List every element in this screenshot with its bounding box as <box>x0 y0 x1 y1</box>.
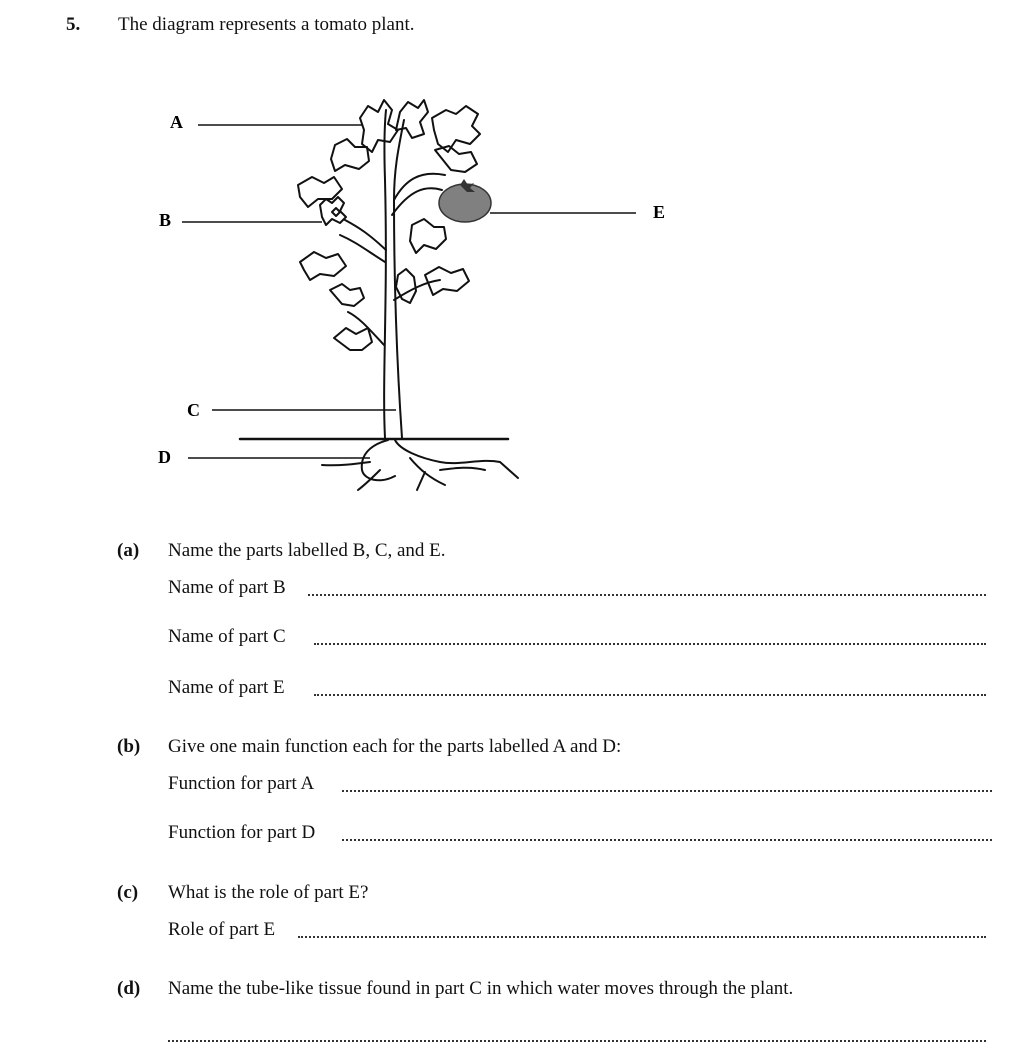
part-c-prompt: What is the role of part E? <box>168 882 369 903</box>
label-e: E <box>653 202 666 222</box>
part-b-prompt: Give one main function each for the parts labelled A and D: <box>168 736 622 757</box>
leaf-top-left <box>360 100 398 152</box>
answer-line-role-e[interactable] <box>298 936 986 938</box>
fruit-branch <box>394 174 445 200</box>
part-d-letter: (d) <box>117 978 141 999</box>
part-a-letter: (a) <box>117 540 140 561</box>
leaf-upper-right <box>435 146 477 172</box>
root-right <box>395 440 518 478</box>
leaf-top-right <box>432 106 480 152</box>
root-main <box>362 440 395 480</box>
tomato-plant-diagram <box>0 0 1023 520</box>
answer-line-part-e[interactable] <box>314 694 986 696</box>
label-b: B <box>159 210 172 230</box>
answer-line-part-c[interactable] <box>314 643 986 645</box>
answer-line-part-b[interactable] <box>308 594 986 596</box>
leaf-bottom-left <box>334 328 372 350</box>
part-c-letter: (c) <box>117 882 139 903</box>
part-a-prompt: Name the parts labelled B, C, and E. <box>168 540 446 561</box>
part-b-letter: (b) <box>117 736 141 757</box>
answer-label-part-b: Name of part B <box>168 577 286 598</box>
label-a: A <box>170 112 183 132</box>
label-c: C <box>187 400 200 420</box>
stem-left-edge <box>384 110 386 438</box>
answer-line-part-d[interactable] <box>168 1040 986 1042</box>
answer-label-part-e: Name of part E <box>168 677 285 698</box>
leaf-lower-left <box>300 252 346 280</box>
part-d-prompt: Name the tube-like tissue found in part C in which water moves through the plant. <box>168 978 794 999</box>
leaf-mid-right <box>410 219 446 253</box>
label-d: D <box>158 447 171 467</box>
answer-line-function-d[interactable] <box>342 839 992 841</box>
question-number: 5. <box>66 14 81 35</box>
answer-label-role-e: Role of part E <box>168 919 276 940</box>
answer-line-function-a[interactable] <box>342 790 992 792</box>
question-intro: The diagram represents a tomato plant. <box>118 14 415 35</box>
answer-label-function-d: Function for part D <box>168 822 316 843</box>
stem-right-edge <box>394 120 404 438</box>
leaf-mid-left <box>298 177 342 207</box>
answer-label-part-c: Name of part C <box>168 626 286 647</box>
answer-label-function-a: Function for part A <box>168 773 315 794</box>
